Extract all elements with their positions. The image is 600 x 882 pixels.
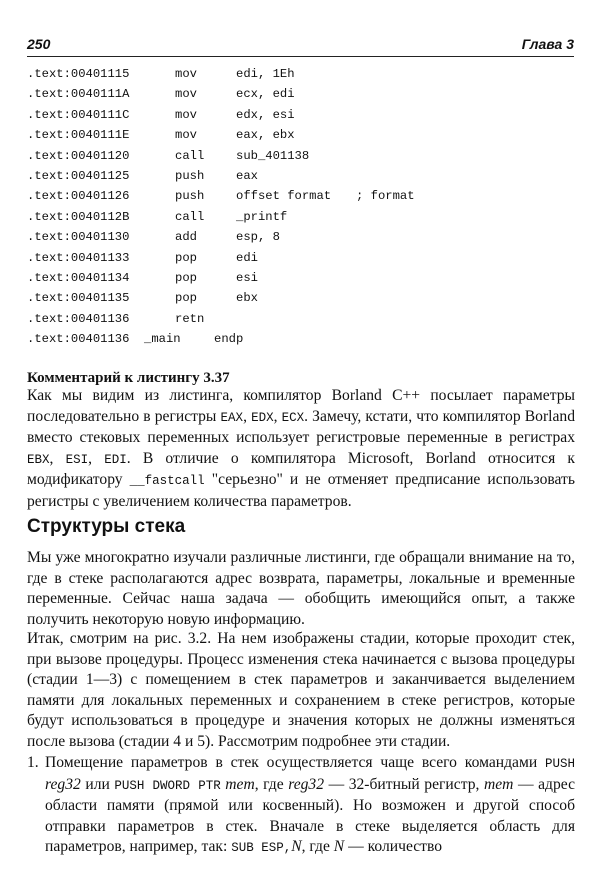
code-operands: sub_401138 xyxy=(236,148,310,163)
section-heading: Структуры стека xyxy=(27,516,186,537)
text-span: . Замечу, кстати, что компилятор Borland вместо стековых переменных использует регистровые переменные в регистрах xyxy=(27,407,575,447)
code-listing xyxy=(27,64,577,349)
operand: mem xyxy=(220,775,255,793)
text-span: . В отличие о компилятора Microsoft, Borland относится к модификатору xyxy=(27,449,576,489)
comment-paragraph xyxy=(27,386,575,513)
code-operands: edi, 1Eh xyxy=(236,67,295,81)
code-line xyxy=(27,105,577,125)
code-address: .text:00401115 xyxy=(27,67,130,81)
code-address: .text:0040111E xyxy=(27,128,130,143)
code-address: .text:00401120 xyxy=(27,148,130,163)
text-span: Как мы видим из листинга, компилятор Borland C++ посылает параметры последовательно в регистры xyxy=(27,387,575,425)
code-address: .text:00401133 xyxy=(27,250,130,265)
operand: N xyxy=(333,838,345,856)
code-address: .text:00401126 xyxy=(27,189,130,204)
text-span: "серьезно" и не отменяет предписание использовать регистры с увеличением количества параметров. xyxy=(27,471,575,510)
paragraph: Итак, смотрим на рис. 3.2. На нем изображены стадии, которые проходит стек, при вызове процедуры. Процесс изменения стека начинается с вызова процедуры (стадии 1—3) с помещением в стек параметров и заканчивается выделением памяти для локальных переменных и сохранением в стеке регистров, которые будут использоваться в процедуре и значения которых не должны изменяться после вызова (стадии 4 и 5). Рассмотрим подробнее эти стадии. xyxy=(27,630,575,750)
code-operands: esi xyxy=(236,270,258,285)
list-number: 1. xyxy=(27,754,39,771)
code-address: .text:00401136 xyxy=(27,332,130,347)
code-operands: ecx, edi xyxy=(236,87,295,102)
list-item-body xyxy=(45,753,575,859)
code-line xyxy=(27,288,577,308)
code-line xyxy=(27,248,577,268)
text-span: , xyxy=(243,407,252,425)
paragraph: Мы уже многократно изучали различные листинги, где обращали внимание на то, где в стеке располагаются адрес возврата, параметры, локальные и временные переменные. Сейчас наша задача — обобщить имеющийся опыт, а также получить некоторую новую информацию. xyxy=(27,549,575,628)
code-line xyxy=(27,186,577,206)
code-operands: _printf xyxy=(236,209,288,224)
code-line xyxy=(27,64,577,84)
text-span: , где xyxy=(301,838,334,856)
code-opcode: mov xyxy=(175,87,197,102)
code-opcode: call xyxy=(175,148,205,163)
code-opcode: retn xyxy=(175,311,205,326)
register-name: EAX xyxy=(220,410,244,425)
code-line xyxy=(27,268,577,288)
text-span: — адрес области памяти (прямой или косвенный). Но возможен и другой способ отправки параметров в стек. Вначале в стеке выделяется область для параметров, например, так: xyxy=(45,775,575,856)
code-opcode: push xyxy=(175,189,205,204)
code-opcode: mov xyxy=(175,107,197,122)
text-span: , xyxy=(49,449,66,467)
instruction: SUB ESP, xyxy=(231,841,292,856)
register-name: EBX xyxy=(27,452,50,467)
code-operands: offset format xyxy=(236,189,332,204)
code-address: .text:00401135 xyxy=(27,291,130,306)
code-operands: esp, 8 xyxy=(236,230,280,245)
code-address: .text:0040112B xyxy=(27,209,130,224)
text-span: , где xyxy=(254,775,289,793)
code-operands: edi xyxy=(236,250,258,265)
code-opcode: pop xyxy=(175,250,197,265)
page-number: 250 xyxy=(27,36,51,52)
instruction: PUSH xyxy=(544,757,575,771)
code-line xyxy=(27,207,577,227)
code-address: .text:0040111A xyxy=(27,87,130,102)
code-address: .text:00401134 xyxy=(27,270,130,285)
operand: reg32 xyxy=(288,775,325,793)
text-span: , xyxy=(273,407,282,425)
list-item xyxy=(27,753,575,859)
register-name: ECX xyxy=(281,410,305,425)
code-address: .text:0040111C xyxy=(27,107,130,122)
code-address: .text:00401125 xyxy=(27,168,130,183)
code-line xyxy=(27,125,577,145)
code-line xyxy=(27,166,577,186)
code-opcode: mov xyxy=(175,128,197,143)
code-address: .text:00401136 xyxy=(27,311,130,326)
code-line xyxy=(27,146,577,166)
text-span: — количество xyxy=(344,838,443,856)
code-address: .text:00401130 xyxy=(27,230,130,245)
code-opcode: push xyxy=(175,168,205,183)
code-opcode: pop xyxy=(175,291,197,306)
operand: reg32 xyxy=(45,775,81,793)
code-opcode: mov xyxy=(175,67,197,81)
code-directive: endp xyxy=(214,332,244,347)
code-line xyxy=(27,84,577,104)
code-line xyxy=(27,309,577,329)
code-comment: ; format xyxy=(356,189,415,204)
text-span: Помещение параметров в стек осуществляется чаще всего командами xyxy=(45,754,545,771)
text-span: , xyxy=(88,449,105,467)
code-operands: ebx xyxy=(236,291,258,306)
modifier-name: __fastcall xyxy=(129,474,205,489)
chapter-title: Глава 3 xyxy=(521,36,574,52)
code-operands: eax, ebx xyxy=(236,128,295,143)
operand: mem xyxy=(483,775,514,793)
register-name: EDX xyxy=(251,410,274,425)
code-opcode: call xyxy=(175,209,205,224)
code-operands: eax xyxy=(236,168,258,183)
comment-heading: Комментарий к листингу 3.37 xyxy=(27,370,230,386)
register-name: ESI xyxy=(65,452,89,467)
code-label: _main xyxy=(144,332,181,347)
code-line xyxy=(27,227,577,247)
code-opcode: add xyxy=(175,230,197,245)
text-span: или xyxy=(80,775,115,793)
instruction: PUSH DWORD PTR xyxy=(114,778,221,793)
code-operands: edx, esi xyxy=(236,107,295,122)
text-span: — 32-битный регистр, xyxy=(324,775,484,793)
code-line xyxy=(27,329,577,349)
register-name: EDI xyxy=(104,452,127,467)
code-opcode: pop xyxy=(175,270,197,285)
page-header xyxy=(27,36,574,57)
operand: N xyxy=(291,838,302,856)
